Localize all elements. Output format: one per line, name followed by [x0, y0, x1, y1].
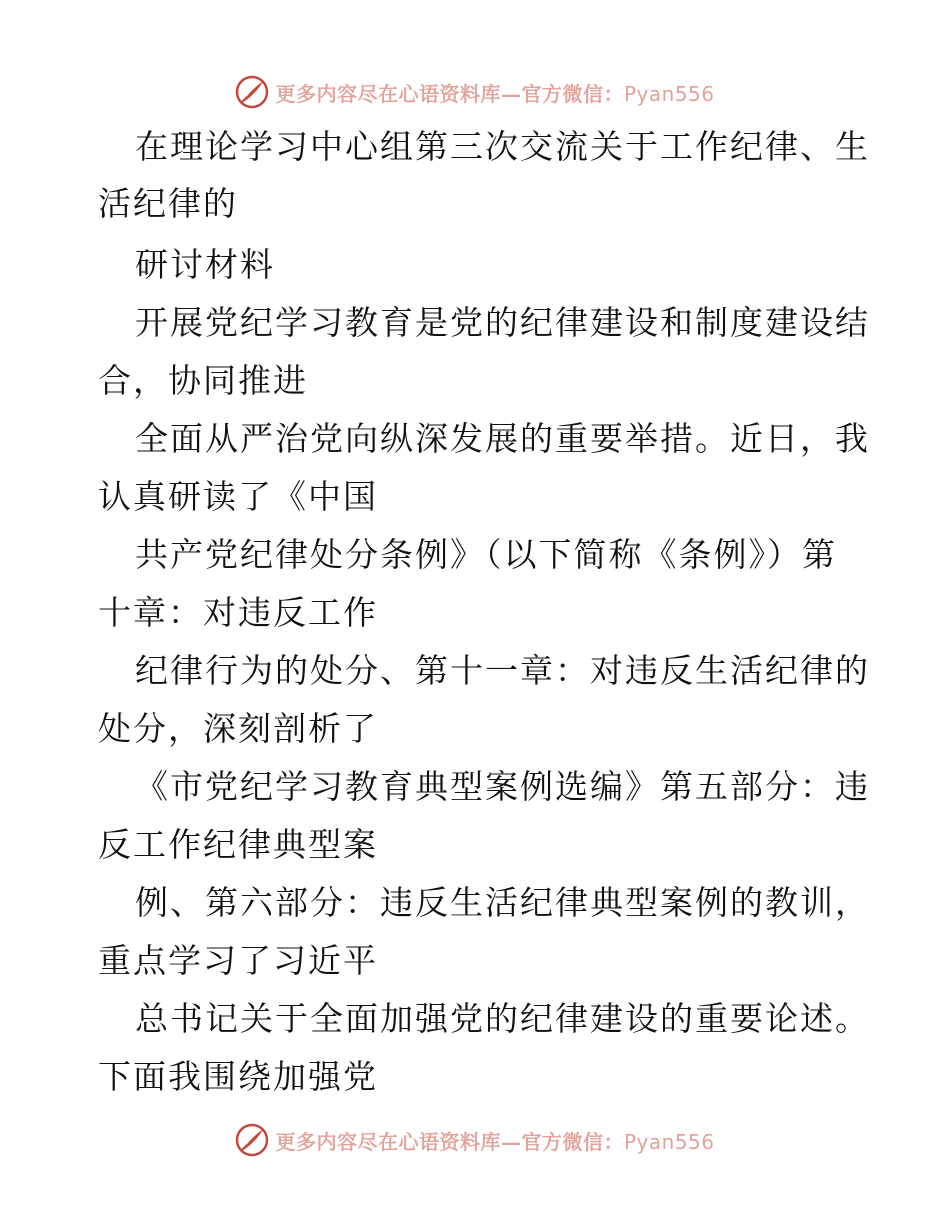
text-line-4: 开展党纪学习教育是党的纪律建设和制度建设结	[135, 303, 870, 342]
text-line-16: 总书记关于全面加强党的纪律建设的重要论述。	[135, 999, 870, 1038]
text-line-10: 纪律行为的处分、第十一章：对违反生活纪律的	[135, 651, 870, 690]
text-line-6: 全面从严治党向纵深发展的重要举措。近日，我	[135, 419, 870, 458]
feather-quill-logo-icon	[235, 1123, 269, 1157]
text-line-12: 《市党纪学习教育典型案例选编》第五部分：违	[135, 767, 870, 806]
text-line-11: 处分，深刻剖析了	[98, 709, 378, 748]
text-line-13: 反工作纪律典型案	[98, 825, 378, 864]
text-line-17: 下面我围绕加强党	[98, 1057, 378, 1096]
text-line-8: 共产党纪律处分条例》（以下简称《条例》）第	[135, 535, 837, 574]
text-line-1: 在理论学习中心组第三次交流关于工作纪律、生	[135, 127, 870, 166]
watermark-text: 更多内容尽在心语资料库—官方微信：Pyan556	[275, 1129, 715, 1154]
watermark-text: 更多内容尽在心语资料库—官方微信：Pyan556	[275, 81, 715, 106]
text-line-3: 研讨材料	[135, 245, 275, 284]
footer-watermark	[0, 1120, 950, 1160]
watermark-wechat-id: Pyan556	[623, 81, 715, 106]
watermark-wechat-id: Pyan556	[623, 1129, 715, 1154]
text-line-2: 活纪律的	[98, 184, 238, 223]
text-line-9: 十章：对违反工作	[98, 593, 378, 632]
text-line-15: 重点学习了习近平	[98, 941, 378, 980]
text-line-5: 合，协同推进	[98, 361, 308, 400]
text-line-7: 认真研读了《中国	[98, 477, 378, 516]
text-line-14: 例、第六部分：违反生活纪律典型案例的教训，	[135, 883, 870, 922]
